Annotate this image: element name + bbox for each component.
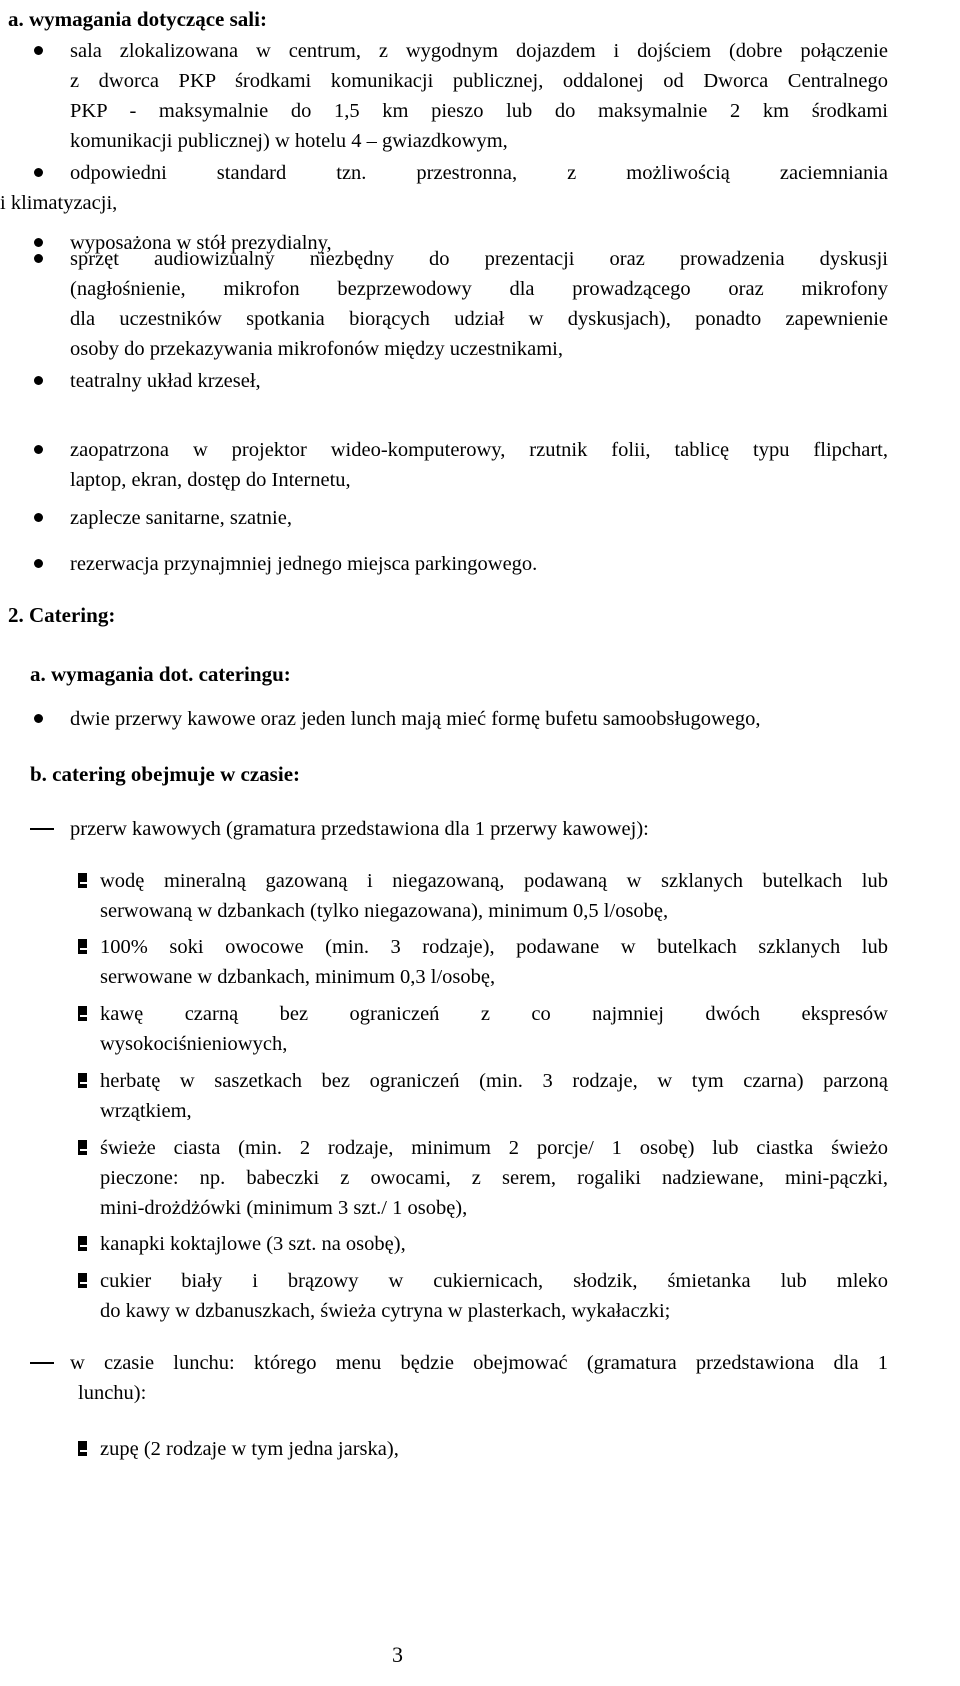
list-item: zupę (2 rodzaje w tym jedna jarska), — [70, 1434, 888, 1464]
bullet-icon — [34, 168, 43, 177]
bullet-icon — [34, 46, 43, 55]
list-item: teatralny układ krzeseł, — [30, 366, 888, 396]
bullet-icon — [34, 376, 43, 385]
square-bullet-icon — [78, 1441, 87, 1456]
square-bullet-icon — [78, 1140, 87, 1155]
list-item: sprzęt audiowizualny niezbędny do prezentacji oraz prowadzenia dyskusji (nagłośnienie, mikrofon bezprzewodowy dla prowadzącego oraz mikrofony dla uczestników spotkania biorących udział w dyskusjach), ponadto zapewnienie osoby do przekazywania mikrofonów między uczestnikami, — [30, 244, 888, 364]
square-bullet-icon — [78, 1273, 87, 1288]
list-item: zaopatrzona w projektor wideo-komputerowy, rzutnik folii, tablicę typu flipchart, laptop, ekran, dostęp do Internetu, — [30, 435, 888, 495]
dash-icon — [30, 1362, 54, 1364]
list-item-lunch: w czasie lunchu: którego menu będzie obejmować (gramatura przedstawiona dla 1 lunchu): — [30, 1348, 888, 1408]
list-item: wyposażona w stół prezydialny, — [30, 228, 888, 258]
heading-catering-requirements: a. wymagania dot. cateringu: — [30, 662, 291, 686]
bullet-icon — [34, 559, 43, 568]
bullet-icon — [34, 714, 43, 723]
square-bullet-icon — [78, 1236, 87, 1251]
square-bullet-icon — [78, 939, 87, 954]
list-item: zaplecze sanitarne, szatnie, — [30, 503, 888, 533]
dash-icon — [30, 828, 54, 830]
list-item: dwie przerwy kawowe oraz jeden lunch mają mieć formę bufetu samoobsługowego, — [30, 704, 888, 734]
heading-sala-requirements: a. wymagania dotyczące sali: — [8, 7, 267, 31]
page-number: 3 — [392, 1642, 403, 1667]
bullet-icon — [34, 513, 43, 522]
list-item: herbatę w saszetkach bez ograniczeń (min. 3 rodzaje, w tym czarna) parzoną wrzątkiem, — [70, 1066, 888, 1126]
list-item: odpowiedni standard tzn. przestronna, z możliwością zaciemniania i klimatyzacji, — [0, 162, 888, 214]
heading-catering: 2. Catering: — [8, 603, 116, 627]
square-bullet-icon — [78, 1006, 87, 1021]
list-item: cukier biały i brązowy w cukiernicach, słodzik, śmietanka lub mleko do kawy w dzbanuszkach, świeża cytryna w plasterkach, wykałaczki; — [70, 1266, 888, 1326]
list-item: sala zlokalizowana w centrum, z wygodnym dojazdem i dojściem (dobre połączenie z dworca PKP środkami komunikacji publicznej, oddalonej od Dworca Centralnego PKP - maksymalnie do 1,5 km pieszo lub do maksymalnie 2 km środkami komunikacji publicznej) w hotelu 4 – gwiazdkowym, — [30, 36, 888, 156]
bullet-icon — [34, 254, 43, 263]
list-item: kawę czarną bez ograniczeń z co najmniej dwóch ekspresów wysokociśnieniowych, — [70, 999, 888, 1059]
list-item-coffee-break: przerw kawowych (gramatura przedstawiona dla 1 przerwy kawowej): — [30, 814, 888, 844]
heading-catering-time: b. catering obejmuje w czasie: — [30, 762, 301, 786]
list-item: kanapki koktajlowe (3 szt. na osobę), — [70, 1229, 888, 1259]
bullet-icon — [34, 445, 43, 454]
square-bullet-icon — [78, 873, 87, 888]
list-item: rezerwacja przynajmniej jednego miejsca parkingowego. — [30, 549, 888, 579]
list-item: 100% soki owocowe (min. 3 rodzaje), podawane w butelkach szklanych lub serwowane w dzbankach, minimum 0,3 l/osobę, — [70, 932, 888, 992]
list-item: wodę mineralną gazowaną i niegazowaną, podawaną w szklanych butelkach lub serwowaną w dzbankach (tylko niegazowana), minimum 0,5 l/osobę, — [70, 866, 888, 926]
list-item: świeże ciasta (min. 2 rodzaje, minimum 2 porcje/ 1 osobę) lub ciastka świeżo pieczone: np. babeczki z owocami, z serem, rogaliki nadziewane, mini-pączki, mini-drożdżówki (minimum 3 szt./ 1 osobę), — [70, 1133, 888, 1223]
square-bullet-icon — [78, 1073, 87, 1088]
